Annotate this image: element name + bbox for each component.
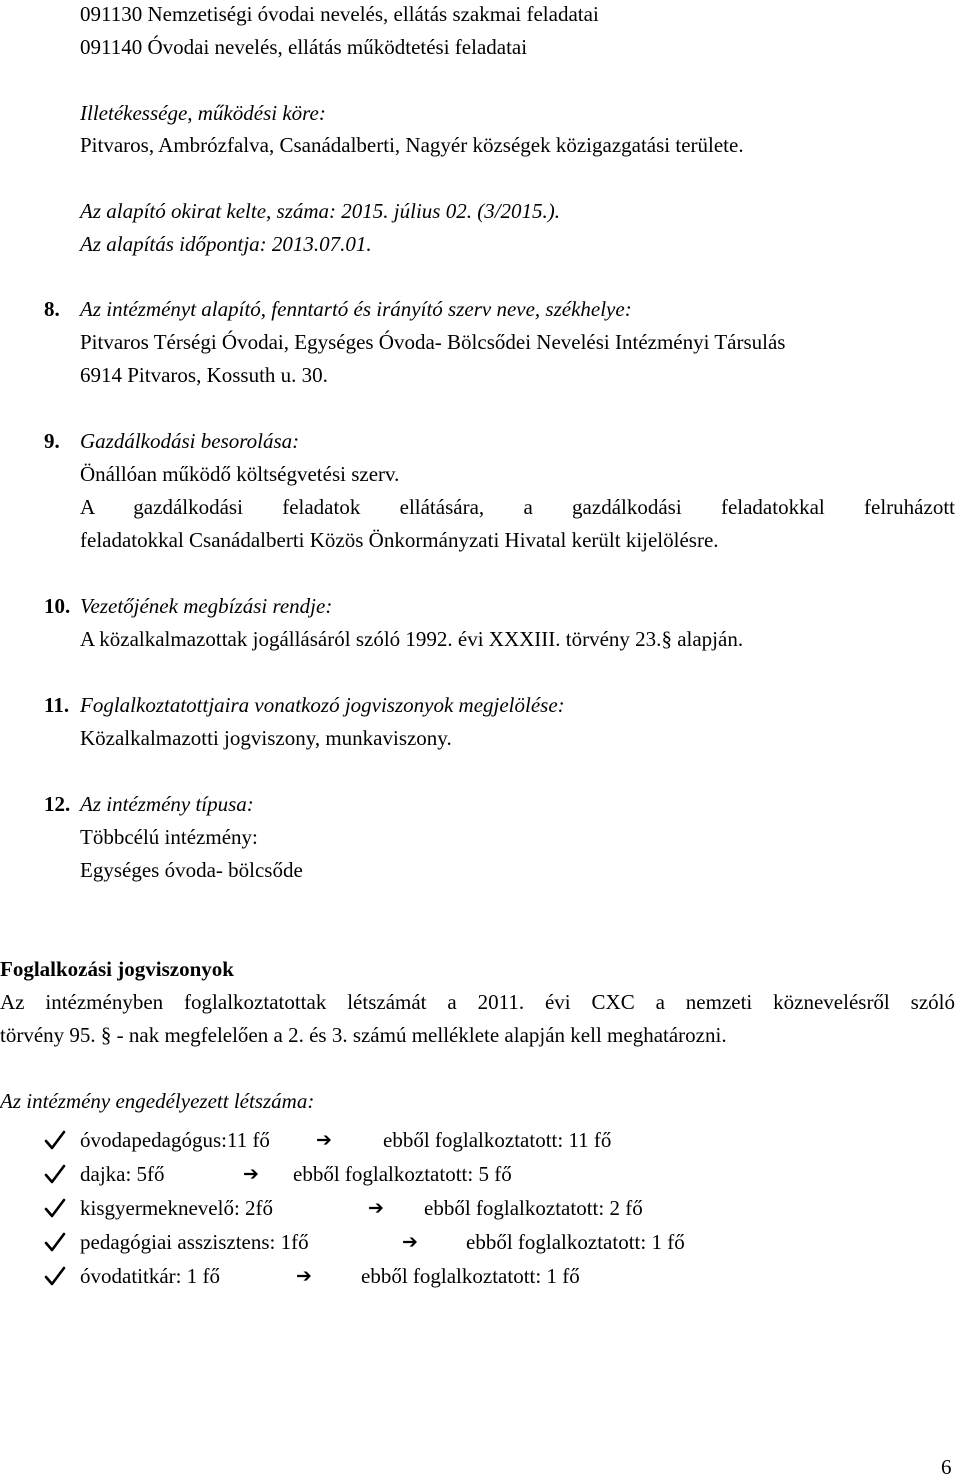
section-heading: Gazdálkodási besorolása:	[80, 429, 300, 453]
activity-line-091130: 091130 Nemzetiségi óvodai nevelés, ellátás szakmai feladatai	[80, 2, 599, 26]
employment-text-line-2	[0, 1018, 727, 1052]
headcount-employed: ebből foglalkoztatott: 5 fő	[293, 1162, 512, 1186]
section-heading: Vezetőjének megbízási rendje:	[80, 594, 333, 618]
headcount-employed: ebből foglalkoztatott: 11 fő	[383, 1128, 612, 1152]
competence-text: Pitvaros, Ambrózfalva, Csanádalberti, Nagyér községek közigazgatási területe.	[80, 133, 744, 157]
financial-classification: Önállóan működő költségvetési szerv.	[80, 462, 400, 486]
paragraph-symbol: §	[100, 1023, 112, 1047]
section-heading: Foglalkoztatottjaira vonatkozó jogviszonyok megjelölése:	[80, 693, 565, 717]
section-heading: Az intézmény típusa:	[80, 792, 254, 816]
checkmark-icon	[44, 1129, 66, 1151]
right-arrow-icon: ➔	[243, 1163, 259, 1185]
financial-tasks-line-2: feladatokkal Csanádalberti Közös Önkormányzati Hivatal került kijelölésre.	[80, 528, 719, 552]
checkmark-icon	[44, 1265, 66, 1287]
headcount-role: kisgyermeknevelő: 2fő	[80, 1196, 274, 1220]
headcount-role: pedagógiai asszisztens: 1fő	[80, 1230, 309, 1254]
headcount-heading: Az intézmény engedélyezett létszáma:	[0, 1089, 315, 1113]
founder-address: 6914 Pitvaros, Kossuth u. 30.	[80, 363, 328, 387]
section-11-heading-row	[44, 688, 565, 722]
headcount-role: dajka: 5fő	[80, 1162, 165, 1186]
section-number: 8.	[44, 297, 60, 321]
employment-text-line-1: Az intézményben foglalkoztatottak létszámát a 2011. évi CXC a nemzeti köznevelésről szóló	[0, 990, 955, 1014]
section-12-heading-row	[44, 787, 254, 821]
section-number: 10.	[44, 594, 71, 618]
appointment-rule-end: alapján.	[677, 627, 744, 651]
founding-date-line: Az alapítás időpontja: 2013.07.01.	[80, 232, 372, 256]
paragraph-symbol: §	[661, 627, 672, 651]
founding-deed-line: Az alapító okirat kelte, száma: 2015. július 02. (3/2015.).	[80, 199, 561, 223]
activity-line-091140: 091140 Óvodai nevelés, ellátás működtetési feladatai	[80, 35, 528, 59]
section-number: 9.	[44, 429, 60, 453]
headcount-employed: ebből foglalkoztatott: 1 fő	[466, 1230, 685, 1254]
right-arrow-icon: ➔	[368, 1197, 384, 1219]
competence-heading: Illetékessége, működési köre:	[80, 101, 326, 125]
employment-text-part-a: törvény 95.	[0, 1023, 96, 1047]
headcount-employed: ebből foglalkoztatott: 1 fő	[361, 1264, 580, 1288]
section-heading: Az intézményt alapító, fenntartó és irányító szerv neve, székhelye:	[80, 297, 632, 321]
checkmark-icon	[44, 1197, 66, 1219]
headcount-role: óvodapedagógus:11 fő	[80, 1128, 270, 1152]
right-arrow-icon: ➔	[402, 1231, 418, 1253]
right-arrow-icon: ➔	[316, 1129, 332, 1151]
employment-heading: Foglalkozási jogviszonyok	[0, 957, 234, 981]
checkmark-icon	[44, 1163, 66, 1185]
section-number: 11.	[44, 693, 70, 717]
employment-relations: Közalkalmazotti jogviszony, munkaviszony.	[80, 726, 452, 750]
appointment-rule	[80, 622, 743, 656]
appointment-rule-text: A közalkalmazottak jogállásáról szóló 1992. évi XXXIII. törvény 23.	[80, 627, 662, 651]
headcount-role: óvodatitkár: 1 fő	[80, 1264, 220, 1288]
right-arrow-icon: ➔	[296, 1265, 312, 1287]
section-10-heading-row	[44, 589, 332, 623]
page-number: 6	[941, 1455, 952, 1479]
employment-text-part-b: - nak megfelelően a 2. és 3. számú melléklete alapján kell meghatározni.	[116, 1023, 727, 1047]
checkmark-icon	[44, 1231, 66, 1253]
institution-type: Többcélú intézmény:	[80, 825, 258, 849]
section-8-heading-row	[44, 292, 632, 326]
institution-type-detail: Egységes óvoda- bölcsőde	[80, 858, 303, 882]
financial-tasks-line-1: A gazdálkodási feladatok ellátására, a gazdálkodási feladatokkal felruházott	[80, 495, 955, 519]
section-9-heading-row	[44, 424, 299, 458]
headcount-employed: ebből foglalkoztatott: 2 fő	[424, 1196, 643, 1220]
founder-name: Pitvaros Térségi Óvodai, Egységes Óvoda- Bölcsődei Nevelési Intézményi Társulás	[80, 330, 786, 354]
section-number: 12.	[44, 792, 71, 816]
